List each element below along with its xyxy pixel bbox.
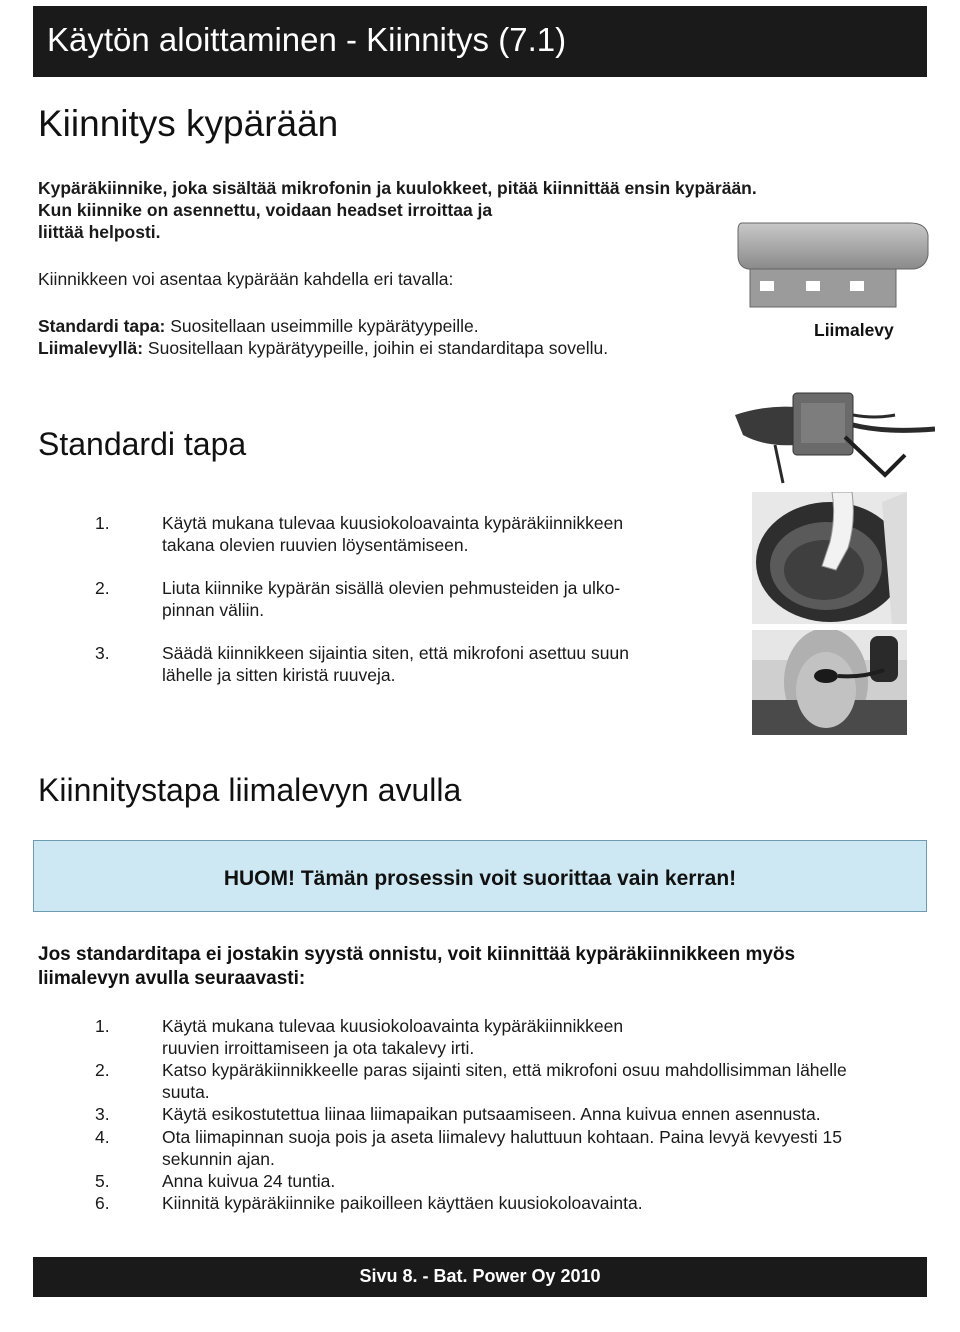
step-number: 1. <box>95 1016 110 1036</box>
helmet-photo <box>752 492 907 624</box>
note-text: HUOM! Tämän prosessin voit suorittaa vain kerran! <box>223 867 737 890</box>
step-number: 6. <box>95 1193 110 1213</box>
step-text-line2: ruuvien irroittamiseen ja ota takalevy irti. <box>162 1038 475 1058</box>
step-text-line1: Katso kypäräkiinnikkeelle paras sijainti siten, että mikrofoni osuu mahdollisimman lähelle <box>162 1060 847 1080</box>
standard-line <box>38 315 479 337</box>
liimalevy-intro-line2: liimalevyn avulla seuraavasti: <box>38 968 306 989</box>
intro-bold-line2: Kun kiinnike on asennettu, voidaan headset irroittaa ja <box>38 200 493 220</box>
step-text-line2: suuta. <box>162 1082 210 1102</box>
step-text-line2: pinnan väliin. <box>162 600 265 620</box>
step-text-line2: lähelle ja sitten kiristä ruuveja. <box>162 665 396 685</box>
step-text-line2: sekunnin ajan. <box>162 1149 275 1169</box>
intro-bold-line1: Kypäräkiinnike, joka sisältää mikrofonin ja kuulokkeet, pitää kiinnittää ensin kypärään. <box>38 178 757 198</box>
step-text-line1: Säädä kiinnikkeen sijaintia siten, että mikrofoni asettuu suun <box>162 643 629 663</box>
adhesive-plate-image <box>730 215 950 325</box>
standard-text: Suositellaan useimmille kypärätyypeille. <box>165 316 479 336</box>
liimalevy-intro-line1: Jos standarditapa ei jostakin syystä onnistu, voit kiinnittää kypäräkiinnikkeen myös <box>38 944 796 965</box>
plate-text: Suositellaan kypärätyypeille, joihin ei standarditapa sovellu. <box>143 338 609 358</box>
step-number: 3. <box>95 1104 110 1124</box>
step-text-line1: Käytä esikostutettua liinaa liimapaikan putsaamiseen. Anna kuivua ennen asennusta. <box>162 1104 821 1124</box>
step-text-line1: Liuta kiinnike kypärän sisällä olevien pehmusteiden ja ulko- <box>162 578 621 598</box>
step-number: 4. <box>95 1127 110 1147</box>
step-text-line1: Kiinnitä kypäräkiinnike paikoilleen käyttäen kuusiokoloavainta. <box>162 1193 643 1213</box>
step-text-line2: takana olevien ruuvien löysentämiseen. <box>162 535 469 555</box>
plate-image-label: Liimalevy <box>814 320 894 340</box>
page-header-title: Käytön aloittaminen - Kiinnitys (7.1) <box>47 21 567 58</box>
section-title-kiinnitys: Kiinnitys kypärään <box>38 103 339 144</box>
step-text-line1: Ota liimapinnan suoja pois ja aseta liimalevy haluttuun kohtaan. Paina levyä kevyesti 15 <box>162 1127 842 1147</box>
bracket-photo <box>735 385 935 485</box>
plate-label: Liimalevyllä: <box>38 338 144 358</box>
ways-text: Kiinnikkeen voi asentaa kypärään kahdella eri tavalla: <box>38 269 454 289</box>
step-number: 5. <box>95 1171 110 1191</box>
footer-text: Sivu 8. - Bat. Power Oy 2010 <box>359 1266 601 1286</box>
step-number: 3. <box>95 643 110 663</box>
step-text-line1: Käytä mukana tulevaa kuusiokoloavainta kypäräkiinnikkeen <box>162 1016 624 1036</box>
plate-line <box>38 337 608 359</box>
headset-person-photo <box>752 630 907 735</box>
step-text-line1: Käytä mukana tulevaa kuusiokoloavainta kypäräkiinnikkeen <box>162 513 624 533</box>
section-title-standardi: Standardi tapa <box>38 426 247 462</box>
step-number: 2. <box>95 578 110 598</box>
step-number: 2. <box>95 1060 110 1080</box>
intro-bold-line3: liittää helposti. <box>38 222 161 242</box>
step-number: 1. <box>95 513 110 533</box>
standard-label: Standardi tapa: <box>38 316 166 336</box>
step-text-line1: Anna kuivua 24 tuntia. <box>162 1171 336 1191</box>
section-title-liimalevy: Kiinnitystapa liimalevyn avulla <box>38 772 462 808</box>
